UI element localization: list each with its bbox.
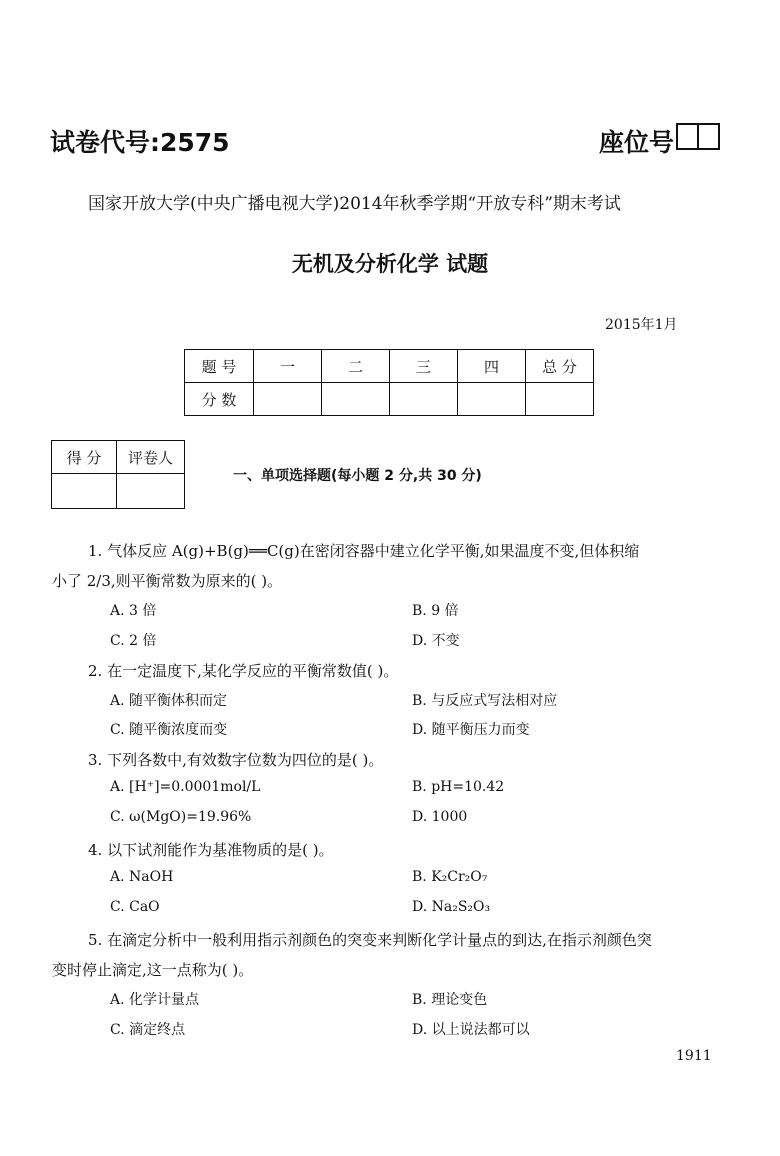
score-table-header-cell: 一 [254, 350, 322, 383]
question-3-option-b[interactable]: B. pH=10.42 [412, 779, 505, 795]
question-1-option-b[interactable]: B. 9 倍 [412, 603, 459, 619]
page-number: 1911 [676, 1048, 712, 1064]
score-cell[interactable] [458, 383, 526, 416]
score-cell[interactable] [254, 383, 322, 416]
seat-number-box[interactable] [697, 123, 720, 150]
seat-number-box[interactable] [676, 123, 699, 150]
score-cell[interactable] [390, 383, 458, 416]
question-4-option-d[interactable]: D. Na₂S₂O₃ [412, 899, 491, 915]
seat-number-label: 座位号 [599, 128, 675, 157]
grader-table [51, 440, 185, 509]
question-5-option-c[interactable]: C. 滴定终点 [110, 1022, 186, 1038]
question-4-option-a[interactable]: A. NaOH [110, 869, 174, 885]
question-3-option-a[interactable]: A. [H⁺]=0.0001mol/L [110, 779, 261, 795]
question-1-line-1: 1. 气体反应 A(g)+B(g)══C(g)在密闭容器中建立化学平衡,如果温度不变,但体积缩 [88, 542, 640, 560]
grader-table-grader-label: 评卷人 [117, 441, 185, 474]
question-3-option-d[interactable]: D. 1000 [412, 809, 468, 825]
question-2-option-a[interactable]: A. 随平衡体积而定 [110, 693, 228, 709]
question-3-line-1: 3. 下列各数中,有效数字位数为四位的是( )。 [88, 751, 384, 769]
grader-table-score-label: 得 分 [52, 441, 117, 474]
question-2-line-1: 2. 在一定温度下,某化学反应的平衡常数值( )。 [88, 662, 399, 680]
score-table-header-cell: 总 分 [526, 350, 594, 383]
section-title: 一、单项选择题(每小题 2 分,共 30 分) [233, 468, 482, 484]
score-table-header-cell: 题 号 [185, 350, 254, 383]
score-cell[interactable] [322, 383, 390, 416]
question-2-option-c[interactable]: C. 随平衡浓度而变 [110, 722, 228, 738]
question-5-option-a[interactable]: A. 化学计量点 [110, 992, 200, 1008]
question-5-option-b[interactable]: B. 理论变色 [412, 992, 488, 1008]
question-2-option-d[interactable]: D. 随平衡压力而变 [412, 722, 530, 738]
question-4-option-b[interactable]: B. K₂Cr₂O₇ [412, 869, 488, 885]
question-4-line-1: 4. 以下试剂能作为基准物质的是( )。 [88, 841, 334, 859]
question-5-option-d[interactable]: D. 以上说法都可以 [412, 1022, 530, 1038]
grader-score-cell[interactable] [52, 474, 117, 509]
exam-header-line: 国家开放大学(中央广播电视大学)2014年秋季学期“开放专科”期末考试 [88, 194, 621, 214]
exam-date: 2015年1月 [605, 317, 678, 333]
question-1-line-2: 小了 2/3,则平衡常数为原来的( )。 [52, 572, 283, 590]
exam-title: 无机及分析化学 试题 [291, 252, 489, 276]
question-1-option-a[interactable]: A. 3 倍 [110, 603, 157, 619]
question-5-line-1: 5. 在滴定分析中一般利用指示剂颜色的突变来判断化学计量点的到达,在指示剂颜色突 [88, 931, 652, 949]
score-table-header-cell: 三 [390, 350, 458, 383]
score-table-score-row [185, 383, 594, 416]
grader-table-header-row [52, 441, 185, 474]
score-cell[interactable] [526, 383, 594, 416]
score-table-header-cell: 四 [458, 350, 526, 383]
score-table-row-label: 分 数 [185, 383, 254, 416]
score-table-header-cell: 二 [322, 350, 390, 383]
question-3-option-c[interactable]: C. ω(MgO)=19.96% [110, 809, 252, 825]
question-4-option-c[interactable]: C. CaO [110, 899, 160, 915]
question-1-option-d[interactable]: D. 不变 [412, 633, 460, 649]
score-table-header-row [185, 350, 594, 383]
grader-table-input-row [52, 474, 185, 509]
question-1-option-c[interactable]: C. 2 倍 [110, 633, 157, 649]
question-5-line-2: 变时停止滴定,这一点称为( )。 [52, 961, 254, 979]
score-table [184, 349, 594, 416]
question-2-option-b[interactable]: B. 与反应式写法相对应 [412, 693, 558, 709]
grader-name-cell[interactable] [117, 474, 185, 509]
exam-code-label: 试卷代号:2575 [50, 128, 230, 157]
